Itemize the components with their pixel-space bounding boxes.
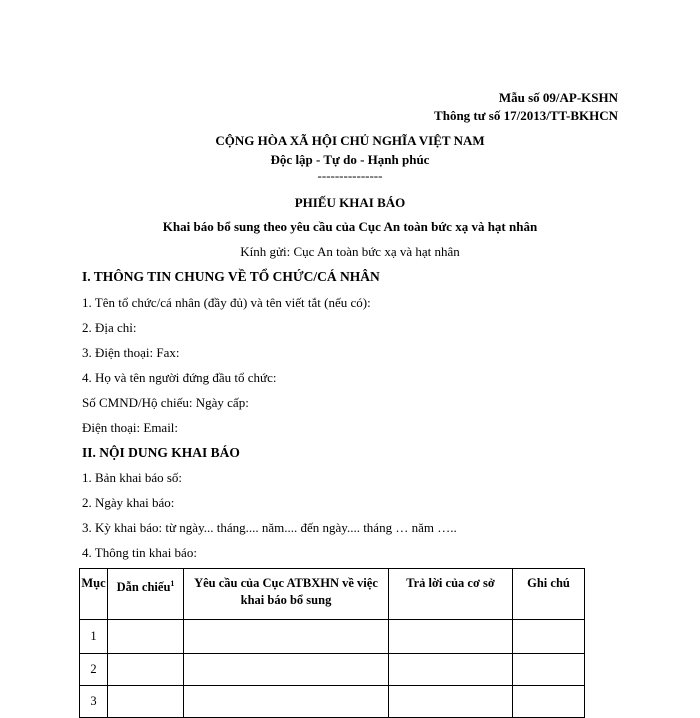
table-cell[interactable] bbox=[184, 654, 389, 686]
table-cell[interactable] bbox=[184, 620, 389, 654]
declaration-info-line: 4. Thông tin khai báo: bbox=[82, 545, 197, 560]
nation-motto: Độc lập - Tự do - Hạnh phúc bbox=[270, 152, 430, 167]
header-request-line-1: Yêu cầu của Cục ATBXHN về việc bbox=[194, 576, 378, 590]
header-item: Mục bbox=[80, 569, 108, 620]
id-card-line: Số CMND/Hộ chiếu: Ngày cấp: bbox=[82, 395, 249, 410]
table-cell[interactable] bbox=[513, 620, 585, 654]
table-cell[interactable] bbox=[389, 654, 513, 686]
recipient-line: Kính gửi: Cục An toàn bức xạ và hạt nhân bbox=[240, 244, 460, 259]
motto-divider: --------------- bbox=[317, 168, 383, 183]
table-cell[interactable] bbox=[184, 686, 389, 718]
table-cell[interactable] bbox=[389, 620, 513, 654]
form-number: Mẫu số 09/AP-KSHN bbox=[498, 90, 618, 105]
head-of-org-line: 4. Họ và tên người đứng đầu tổ chức: bbox=[82, 370, 277, 385]
form-title: PHIẾU KHAI BÁO bbox=[294, 195, 406, 210]
section-2-heading: II. NỘI DUNG KHAI BÁO bbox=[82, 445, 240, 460]
declaration-period-line: 3. Kỳ khai báo: từ ngày... tháng.... năm.... đến ngày.... tháng … năm ….. bbox=[82, 520, 457, 535]
declaration-number-line: 1. Bản khai báo số: bbox=[82, 470, 183, 485]
table-cell[interactable] bbox=[108, 620, 184, 654]
table-row bbox=[80, 620, 585, 654]
circular-reference: Thông tư số 17/2013/TT-BKHCN bbox=[434, 108, 618, 123]
contact-line: Điện thoại: Email: bbox=[82, 420, 179, 435]
table-row bbox=[80, 686, 585, 718]
nation-name: CỘNG HÒA XÃ HỘI CHỦ NGHĨA VIỆT NAM bbox=[215, 133, 485, 148]
section-1-heading: I. THÔNG TIN CHUNG VỀ TỔ CHỨC/CÁ NHÂN bbox=[82, 269, 380, 284]
header-notes: Ghi chú bbox=[513, 569, 585, 620]
form-subtitle: Khai báo bổ sung theo yêu cầu của Cục An toàn bức xạ và hạt nhân bbox=[162, 219, 538, 234]
header-request bbox=[184, 569, 389, 620]
table-header-row bbox=[80, 569, 585, 620]
table-cell[interactable] bbox=[513, 654, 585, 686]
table-row bbox=[80, 654, 585, 686]
row-number: 2 bbox=[80, 654, 108, 686]
table-cell[interactable] bbox=[389, 686, 513, 718]
declaration-date-line: 2. Ngày khai báo: bbox=[82, 495, 175, 510]
address-line: 2. Địa chỉ: bbox=[82, 320, 137, 335]
footnote-marker: 1 bbox=[170, 579, 175, 588]
row-number: 3 bbox=[80, 686, 108, 718]
table-cell[interactable] bbox=[108, 686, 184, 718]
org-name-line: 1. Tên tổ chức/cá nhân (đầy đủ) và tên viết tắt (nếu có): bbox=[82, 295, 371, 310]
table-cell[interactable] bbox=[513, 686, 585, 718]
header-request-line-2: khai báo bổ sung bbox=[240, 593, 332, 607]
declaration-table bbox=[79, 568, 585, 718]
row-number: 1 bbox=[80, 620, 108, 654]
phone-fax-line: 3. Điện thoại: Fax: bbox=[82, 345, 180, 360]
table-cell[interactable] bbox=[108, 654, 184, 686]
header-reference: Dẫn chiếu$^1$ bbox=[108, 569, 184, 620]
header-response: Trả lời của cơ sở bbox=[389, 569, 513, 620]
